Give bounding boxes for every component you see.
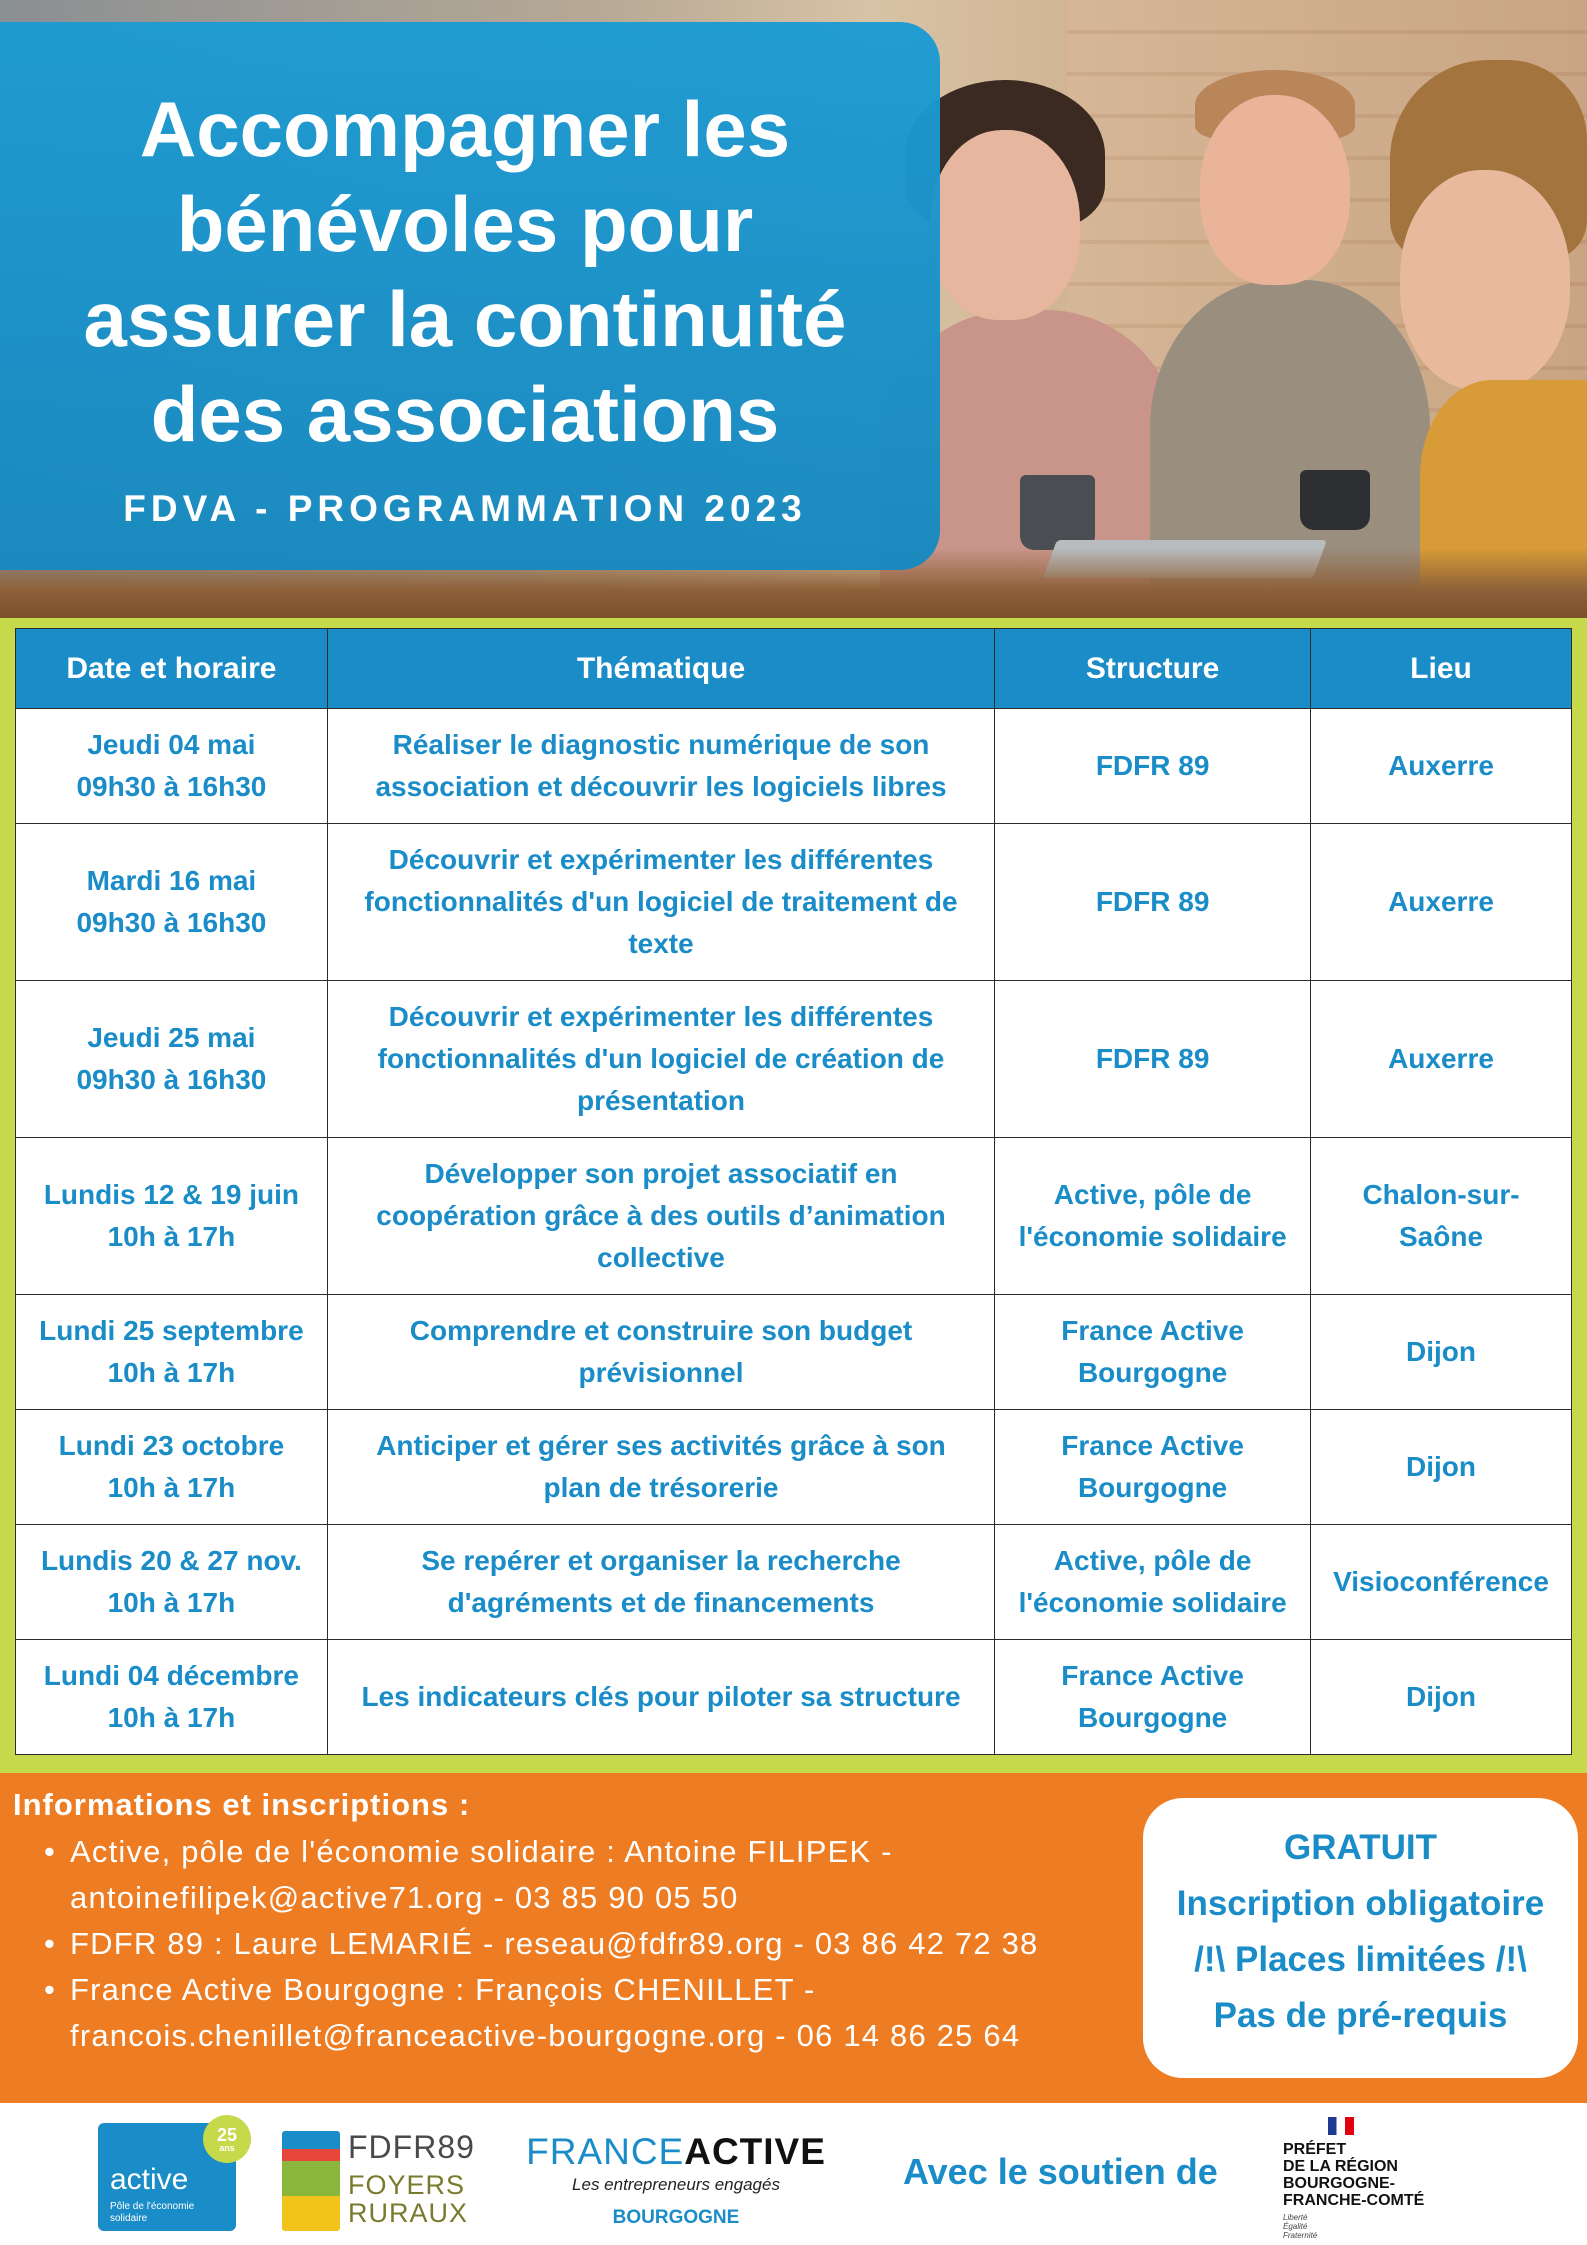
anniversary-badge [203,2115,251,2163]
cell-location [1311,1410,1572,1525]
cell-line: Réaliser le diagnostic numérique de son [392,729,930,760]
cell-line: Les indicateurs clés pour piloter sa structure [361,1681,961,1712]
cell-line: 09h30 à 16h30 [76,907,267,938]
fdfr-logo-name: FDFR89 [348,2129,475,2165]
cell-line: 10h à 17h [107,1472,236,1503]
cell-location [1311,709,1572,824]
cell-line: 10h à 17h [107,1702,236,1733]
cell-line: Anticiper et gérer ses activités grâce à son [376,1430,946,1461]
contact-list [40,1829,1120,2059]
cell-structure [995,1525,1311,1640]
badge-registration: Inscription obligatoire [1176,1884,1545,1923]
prefet-logo-text [1283,2141,1424,2209]
anniversary-unit: ans [219,2143,235,2153]
cell-line: 10h à 17h [107,1587,236,1618]
prefet-line: BOURGOGNE- [1283,2175,1395,2192]
badge-limited: /!\ Places limitées /!\ [1194,1940,1527,1979]
cell-line: Chalon-sur- [1362,1179,1520,1210]
contact-line: • Active, pôle de l'économie solidaire : Antoine FILIPEK - [70,1834,893,1869]
contact-line: • France Active Bourgogne : François CHENILLET - [70,1972,816,2007]
cell-line: Auxerre [1388,886,1494,917]
cell-line: FDFR 89 [1095,1043,1210,1074]
cell-line: Lundi 23 octobre [58,1430,285,1461]
cell-line: 10h à 17h [107,1221,236,1252]
table-row [16,1295,1572,1410]
cell-date [16,1640,328,1755]
fa-name-part: FRANCE [526,2131,685,2172]
table-row [16,981,1572,1138]
cell-line: Auxerre [1388,750,1494,781]
cell-date [16,709,328,824]
cell-line: Auxerre [1388,1043,1494,1074]
cell-location [1311,1525,1572,1640]
contact-line[interactable]: francois.chenillet@franceactive-bourgogne.org - 06 14 86 25 64 [70,2018,1021,2053]
page-title [0,82,930,462]
title-line: bénévoles pour [176,180,754,268]
schedule-section [0,618,1587,1773]
contact-line[interactable]: antoinefilipek@active71.org - 03 85 90 05 50 [70,1880,739,1915]
france-active-name [518,2131,834,2173]
cell-line: l'économie solidaire [1018,1221,1287,1252]
prefet-line: PRÉFET [1283,2141,1347,2158]
cell-structure [995,981,1311,1138]
cell-structure [995,1640,1311,1755]
cell-theme [327,709,994,824]
cell-line: Lundi 04 décembre [43,1660,299,1691]
photo-mug [1020,475,1095,550]
cell-line: Dijon [1406,1336,1476,1367]
table-row [16,709,1572,824]
badge-free: GRATUIT [1284,1828,1437,1867]
motto-line: Fraternité [1283,2231,1318,2240]
cell-line: fonctionnalités d'un logiciel de traitement de [364,886,958,917]
photo-person-head [1400,170,1570,390]
cell-location [1311,1295,1572,1410]
header-date: Date et horaire [16,629,328,709]
header-theme: Thématique [327,629,994,709]
cell-line: présentation [576,1085,746,1116]
cell-line: FDFR 89 [1095,886,1210,917]
cell-line: Dijon [1406,1451,1476,1482]
cell-line: Jeudi 25 mai [87,1022,256,1053]
cell-line: Visioconférence [1333,1566,1549,1597]
cell-theme [327,981,994,1138]
cell-date [16,1525,328,1640]
table-row [16,1525,1572,1640]
cell-line: fonctionnalités d'un logiciel de création de [377,1043,945,1074]
cell-line: Saône [1398,1221,1484,1252]
cell-line: coopération grâce à des outils d’animation [376,1200,946,1231]
cell-structure [995,824,1311,981]
cell-line: Active, pôle de [1053,1545,1252,1576]
table-row [16,1138,1572,1295]
cell-line: 09h30 à 16h30 [76,1064,267,1095]
table-row [16,1410,1572,1525]
cell-line: collective [597,1242,725,1273]
list-item [40,1829,1120,1921]
info-title: Informations et inscriptions : [13,1787,471,1822]
france-active-tagline: Les entrepreneurs engagés [572,2175,780,2194]
cell-line: prévisionnel [578,1357,744,1388]
header-structure: Structure [995,629,1311,709]
cell-line: texte [628,928,694,959]
cell-line: plan de trésorerie [543,1472,779,1503]
cell-line: Bourgogne [1077,1472,1228,1503]
cell-line: association et découvrir les logiciels libres [375,771,947,802]
title-line: des associations [150,370,780,458]
schedule-table [15,628,1572,1755]
photo-person-head [1200,95,1350,285]
hero-banner [0,0,1587,618]
table-row [16,824,1572,981]
cell-line: France Active [1061,1430,1244,1461]
cell-structure [995,1295,1311,1410]
active-logo-tagline: Pôle de l'économie solidaire [110,2201,195,2224]
prefet-line: FRANCHE-COMTÉ [1283,2192,1425,2209]
footer-logos [0,2103,1587,2245]
support-label: Avec le soutien de [903,2151,1218,2192]
cell-line: Comprendre et construire son budget [409,1315,913,1346]
cell-date [16,981,328,1138]
title-line: assurer la continuité [83,275,847,363]
prefet-logo [1283,2113,1483,2241]
page-subtitle: FDVA - PROGRAMMATION 2023 [123,488,807,529]
fdfr-sub-line: RURAUX [348,2198,469,2228]
cell-line: 10h à 17h [107,1357,236,1388]
cell-theme [327,1138,994,1295]
cell-date [16,1410,328,1525]
french-flag-icon [1328,2117,1354,2135]
motto-line: Liberté [1283,2213,1308,2222]
cell-theme [327,824,994,981]
info-section [0,1773,1587,2103]
cell-date [16,824,328,981]
active-logo-name: active [110,2163,189,2196]
cell-line: d'agréments et de financements [447,1587,875,1618]
fdfr-sub-line: FOYERS [348,2170,466,2200]
badge-prerequisites: Pas de pré-requis [1213,1996,1508,2035]
cell-line: Se repérer et organiser la recherche [421,1545,901,1576]
cell-line: Active, pôle de [1053,1179,1252,1210]
header-location: Lieu [1311,629,1572,709]
prefet-line: DE LA RÉGION [1283,2158,1398,2175]
cell-location [1311,1640,1572,1755]
cell-line: l'économie solidaire [1018,1587,1287,1618]
cell-theme [327,1525,994,1640]
cell-line: France Active [1061,1315,1244,1346]
title-line: Accompagner les [139,85,791,173]
cell-line: Lundis 20 & 27 nov. [40,1545,302,1576]
contact-line[interactable]: • FDFR 89 : Laure LEMARIÉ - reseau@fdfr89.org - 03 86 42 72 38 [70,1926,1039,1961]
cell-line: Lundis 12 & 19 juin [43,1179,299,1210]
cell-theme [327,1295,994,1410]
anniversary-number: 25 [216,2125,238,2145]
cell-structure [995,709,1311,824]
cell-line: Dijon [1406,1681,1476,1712]
cell-location [1311,1138,1572,1295]
cell-line: Lundi 25 septembre [39,1315,304,1346]
cell-line: Jeudi 04 mai [87,729,256,760]
cell-line: Développer son projet associatif en [424,1158,898,1189]
table-header-row [16,629,1572,709]
cell-line: Découvrir et expérimenter les différentes [388,1001,934,1032]
table-row [16,1640,1572,1755]
cell-date [16,1295,328,1410]
fa-name-part: ACTIVE [684,2131,826,2172]
cell-theme [327,1640,994,1755]
cell-line: Mardi 16 mai [86,865,257,896]
cell-line: FDFR 89 [1095,750,1210,781]
cell-line: Bourgogne [1077,1702,1228,1733]
cell-structure [995,1138,1311,1295]
photo-person-head [930,130,1080,320]
cell-line: Découvrir et expérimenter les différentes [388,844,934,875]
list-item [40,1967,1120,2059]
photo-mug [1300,470,1370,530]
fdfr-logo-mark [282,2131,340,2231]
registration-badge [1143,1798,1578,2078]
cell-date [16,1138,328,1295]
prefet-motto [1283,2213,1317,2240]
fdfr-logo-subtitle [348,2171,468,2227]
cell-location [1311,981,1572,1138]
motto-line: Égalité [1283,2222,1308,2231]
cell-line: 09h30 à 16h30 [76,771,267,802]
cell-theme [327,1410,994,1525]
cell-structure [995,1410,1311,1525]
cell-location [1311,824,1572,981]
cell-line: Bourgogne [1077,1357,1228,1388]
fdfr-logo [282,2129,475,2231]
list-item [40,1921,1120,1967]
france-active-logo [518,2131,834,2231]
france-active-region: BOURGOGNE [612,2207,740,2228]
cell-line: France Active [1061,1660,1244,1691]
